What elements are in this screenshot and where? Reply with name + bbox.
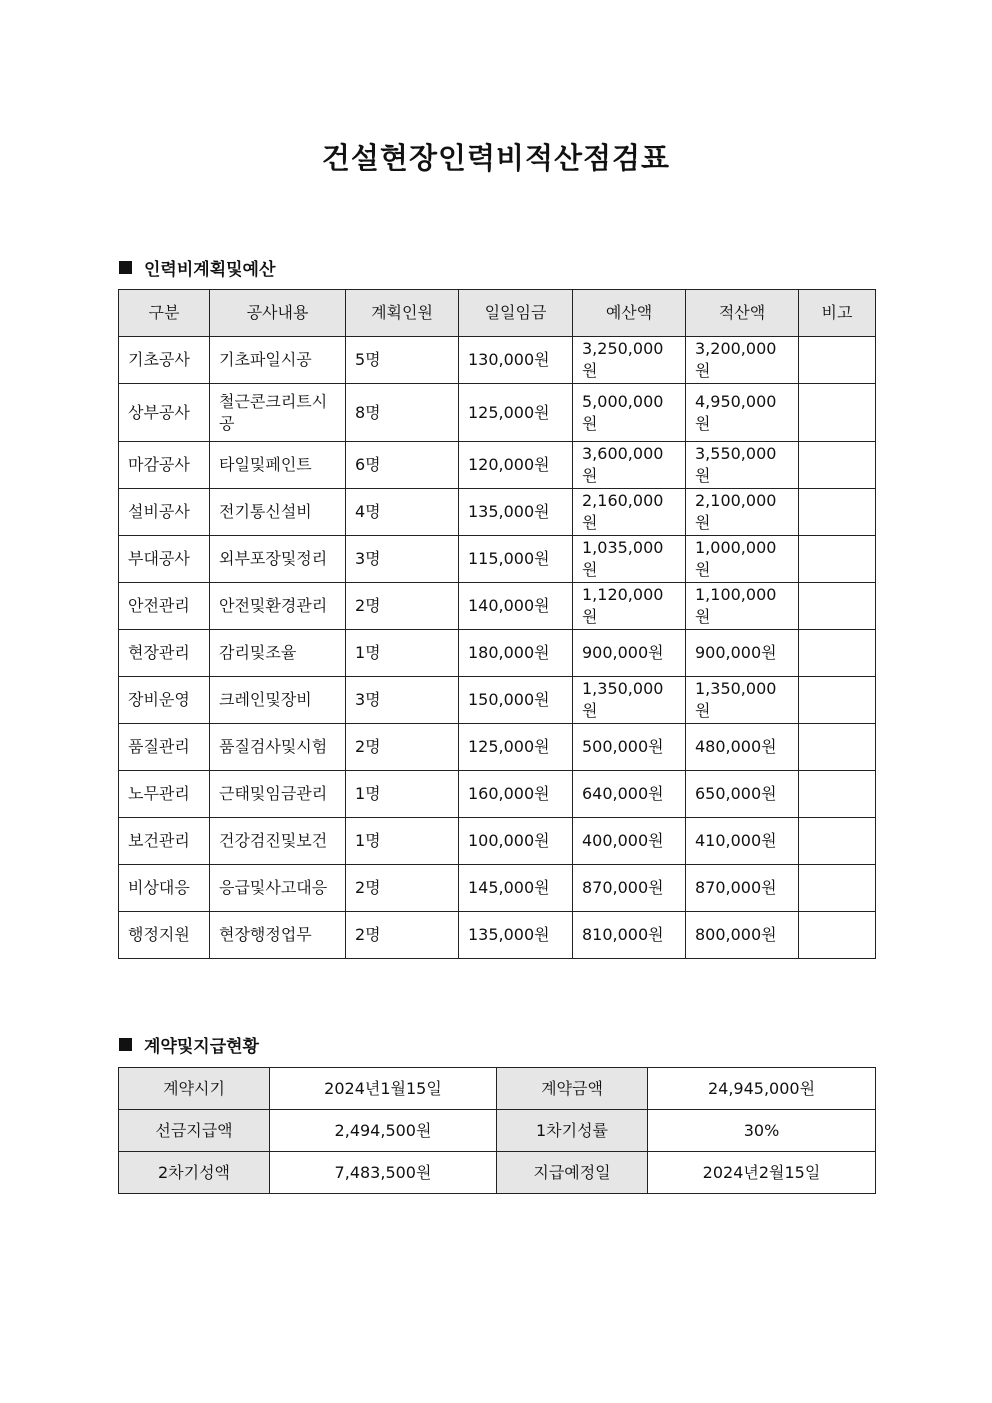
table-cell xyxy=(799,771,876,818)
budget-section-heading xyxy=(119,255,275,280)
table-cell xyxy=(799,442,876,489)
table-cell: 5명 xyxy=(346,337,459,384)
table-cell: 2명 xyxy=(346,912,459,959)
table-row xyxy=(119,677,876,724)
table-cell: 1명 xyxy=(346,818,459,865)
table-cell: 비상대응 xyxy=(119,865,210,912)
table-cell: 감리및조율 xyxy=(210,630,346,677)
table-cell: 3,250,000원 xyxy=(573,337,686,384)
table-row xyxy=(119,771,876,818)
table-cell: 2명 xyxy=(346,583,459,630)
table-row xyxy=(119,630,876,677)
table-cell: 130,000원 xyxy=(459,337,573,384)
budget-table xyxy=(118,289,876,959)
table-cell: 현장행정업무 xyxy=(210,912,346,959)
table-cell: 2,100,000원 xyxy=(686,489,799,536)
table-label-cell: 선금지급액 xyxy=(119,1110,270,1152)
table-cell: 2명 xyxy=(346,724,459,771)
table-header-row xyxy=(119,290,876,337)
table-label-cell: 2차기성액 xyxy=(119,1152,270,1194)
table-cell: 철근콘크리트시공 xyxy=(210,384,346,442)
table-cell: 3,550,000원 xyxy=(686,442,799,489)
table-label-cell: 1차기성률 xyxy=(497,1110,648,1152)
table-cell: 1,100,000원 xyxy=(686,583,799,630)
table-cell: 125,000원 xyxy=(459,724,573,771)
table-cell: 1,035,000원 xyxy=(573,536,686,583)
table-cell: 135,000원 xyxy=(459,912,573,959)
table-cell: 400,000원 xyxy=(573,818,686,865)
table-cell: 5,000,000원 xyxy=(573,384,686,442)
square-bullet-icon xyxy=(119,261,132,274)
table-row xyxy=(119,489,876,536)
table-cell: 건강검진및보건 xyxy=(210,818,346,865)
column-header: 계획인원 xyxy=(346,290,459,337)
table-cell: 135,000원 xyxy=(459,489,573,536)
table-cell xyxy=(799,384,876,442)
contract-section-heading xyxy=(119,1032,259,1057)
page-title: 건설현장인력비적산점검표 xyxy=(321,141,671,175)
table-cell: 140,000원 xyxy=(459,583,573,630)
table-row xyxy=(119,583,876,630)
table-cell: 품질관리 xyxy=(119,724,210,771)
table-cell: 타일및페인트 xyxy=(210,442,346,489)
table-cell: 410,000원 xyxy=(686,818,799,865)
table-cell: 3명 xyxy=(346,536,459,583)
table-row xyxy=(119,384,876,442)
budget-section-title: 인력비계획및예산 xyxy=(144,260,276,280)
table-cell: 행정지원 xyxy=(119,912,210,959)
table-cell: 24,945,000원 xyxy=(648,1068,876,1110)
column-header: 적산액 xyxy=(686,290,799,337)
table-cell: 870,000원 xyxy=(686,865,799,912)
table-row xyxy=(119,337,876,384)
table-cell xyxy=(799,583,876,630)
table-row xyxy=(119,1110,876,1152)
table-cell: 응급및사고대응 xyxy=(210,865,346,912)
table-cell: 150,000원 xyxy=(459,677,573,724)
table-cell xyxy=(799,337,876,384)
column-header: 비고 xyxy=(799,290,876,337)
contract-section-title: 계약및지급현황 xyxy=(144,1037,259,1057)
table-cell: 1,120,000원 xyxy=(573,583,686,630)
table-cell: 100,000원 xyxy=(459,818,573,865)
table-row xyxy=(119,1068,876,1110)
table-cell: 품질검사및시험 xyxy=(210,724,346,771)
table-cell: 8명 xyxy=(346,384,459,442)
column-header: 공사내용 xyxy=(210,290,346,337)
table-cell: 기초공사 xyxy=(119,337,210,384)
table-cell: 1,350,000원 xyxy=(686,677,799,724)
column-header: 구분 xyxy=(119,290,210,337)
table-cell: 2024년2월15일 xyxy=(648,1152,876,1194)
table-cell xyxy=(799,489,876,536)
table-cell xyxy=(799,865,876,912)
table-cell: 2,494,500원 xyxy=(270,1110,497,1152)
table-cell: 부대공사 xyxy=(119,536,210,583)
table-cell: 보건관리 xyxy=(119,818,210,865)
table-cell: 2명 xyxy=(346,865,459,912)
table-label-cell: 지급예정일 xyxy=(497,1152,648,1194)
table-cell: 810,000원 xyxy=(573,912,686,959)
table-cell: 상부공사 xyxy=(119,384,210,442)
table-cell: 설비공사 xyxy=(119,489,210,536)
table-cell: 7,483,500원 xyxy=(270,1152,497,1194)
table-cell: 2024년1월15일 xyxy=(270,1068,497,1110)
table-cell xyxy=(799,536,876,583)
table-cell: 480,000원 xyxy=(686,724,799,771)
column-header: 일일임금 xyxy=(459,290,573,337)
table-cell: 전기통신설비 xyxy=(210,489,346,536)
table-cell: 180,000원 xyxy=(459,630,573,677)
table-cell: 160,000원 xyxy=(459,771,573,818)
table-row xyxy=(119,724,876,771)
table-cell xyxy=(799,677,876,724)
table-row xyxy=(119,536,876,583)
table-label-cell: 계약시기 xyxy=(119,1068,270,1110)
table-cell: 6명 xyxy=(346,442,459,489)
table-cell: 근태및임금관리 xyxy=(210,771,346,818)
table-cell: 장비운영 xyxy=(119,677,210,724)
contract-table xyxy=(118,1067,876,1194)
table-cell: 3명 xyxy=(346,677,459,724)
column-header: 예산액 xyxy=(573,290,686,337)
table-cell: 2,160,000원 xyxy=(573,489,686,536)
table-cell: 노무관리 xyxy=(119,771,210,818)
table-cell: 900,000원 xyxy=(573,630,686,677)
table-row xyxy=(119,442,876,489)
table-cell: 900,000원 xyxy=(686,630,799,677)
table-cell: 1,350,000원 xyxy=(573,677,686,724)
table-cell: 4명 xyxy=(346,489,459,536)
table-cell: 650,000원 xyxy=(686,771,799,818)
table-cell: 500,000원 xyxy=(573,724,686,771)
table-row xyxy=(119,818,876,865)
table-row xyxy=(119,865,876,912)
table-cell: 안전관리 xyxy=(119,583,210,630)
table-cell: 마감공사 xyxy=(119,442,210,489)
table-cell xyxy=(799,724,876,771)
table-cell: 125,000원 xyxy=(459,384,573,442)
square-bullet-icon xyxy=(119,1038,132,1051)
table-label-cell: 계약금액 xyxy=(497,1068,648,1110)
table-cell: 870,000원 xyxy=(573,865,686,912)
table-cell: 기초파일시공 xyxy=(210,337,346,384)
table-cell: 3,200,000원 xyxy=(686,337,799,384)
table-cell: 640,000원 xyxy=(573,771,686,818)
table-cell: 120,000원 xyxy=(459,442,573,489)
table-cell: 115,000원 xyxy=(459,536,573,583)
table-row xyxy=(119,912,876,959)
table-cell: 현장관리 xyxy=(119,630,210,677)
table-cell xyxy=(799,912,876,959)
table-cell: 4,950,000원 xyxy=(686,384,799,442)
table-cell: 1,000,000원 xyxy=(686,536,799,583)
table-cell: 3,600,000원 xyxy=(573,442,686,489)
table-cell: 30% xyxy=(648,1110,876,1152)
table-cell: 1명 xyxy=(346,630,459,677)
table-cell: 외부포장및정리 xyxy=(210,536,346,583)
table-cell: 800,000원 xyxy=(686,912,799,959)
table-cell: 1명 xyxy=(346,771,459,818)
table-cell xyxy=(799,818,876,865)
table-cell xyxy=(799,630,876,677)
table-cell: 145,000원 xyxy=(459,865,573,912)
table-row xyxy=(119,1152,876,1194)
table-cell: 크레인및장비 xyxy=(210,677,346,724)
table-cell: 안전및환경관리 xyxy=(210,583,346,630)
